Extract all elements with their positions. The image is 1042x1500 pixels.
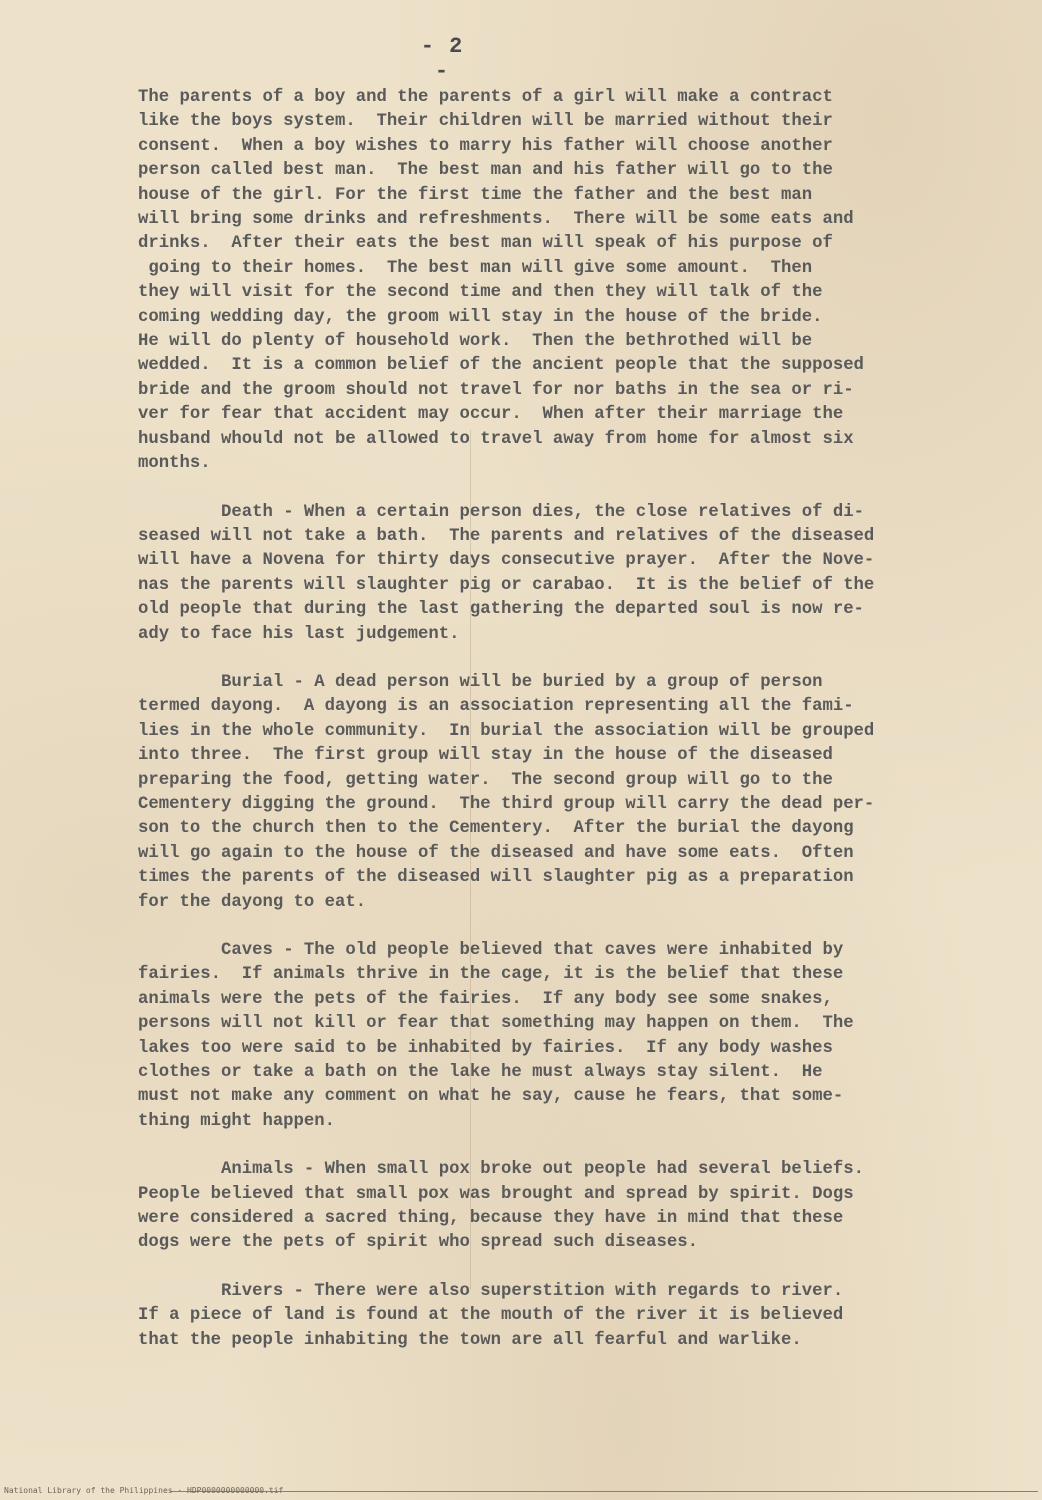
text-line: consent. When a boy wishes to marry his father will choose another (138, 136, 833, 156)
text-line: must not make any comment on what he say, cause he fears, that some- (138, 1087, 844, 1107)
text-line: times the parents of the diseased will slaughter pig as a preparation (138, 868, 854, 888)
text-line: Death - When a certain person dies, the close relatives of di- (138, 502, 864, 522)
footer-rule (170, 1491, 1038, 1492)
text-line: ver for fear that accident may occur. When after their marriage the (138, 405, 844, 425)
text-line: like the boys system. Their children will be married without their (138, 112, 833, 132)
text-line: husband whould not be allowed to travel away from home for almost six (138, 429, 854, 449)
text-line: will bring some drinks and refreshments. There will be some eats and (138, 210, 854, 230)
text-line: bride and the groom should not travel for nor baths in the sea or ri- (138, 380, 854, 400)
text-line: that the people inhabiting the town are all fearful and warlike. (138, 1330, 802, 1350)
text-line: Cementery digging the ground. The third group will carry the dead per- (138, 794, 875, 814)
text-line: house of the girl. For the first time the father and the best man (138, 185, 813, 205)
typewritten-body (138, 86, 988, 1353)
scan-source-footer: National Library of the Philippines · HDP0000000000000.tif (4, 1486, 284, 1495)
text-line: into three. The first group will stay in the house of the diseased (138, 746, 833, 766)
text-line: Burial - A dead person will be buried by a group of person (138, 672, 823, 692)
text-line: were considered a sacred thing, because they have in mind that these (138, 1209, 844, 1229)
text-line: old people that during the last gathering the departed soul is now re- (138, 600, 864, 620)
text-line: Caves - The old people believed that caves were inhabited by (138, 941, 844, 960)
text-line: lies in the whole community. In burial the association will be grouped (138, 721, 875, 741)
text-line: clothes or take a bath on the lake he must always stay silent. He (138, 1063, 823, 1083)
paragraph-rivers (138, 1280, 988, 1353)
text-line: months. (138, 454, 211, 474)
text-line: lakes too were said to be inhabited by fairies. If any body washes (138, 1038, 833, 1058)
paragraph-death (138, 501, 988, 647)
text-line: will have a Novena for thirty days consecutive prayer. After the Nove- (138, 551, 875, 571)
text-line: fairies. If animals thrive in the cage, it is the belief that these (138, 965, 844, 985)
text-line: son to the church then to the Cementery. After the burial the dayong (138, 819, 854, 839)
text-line: If a piece of land is found at the mouth of the river it is believed (138, 1306, 844, 1326)
text-line: they will visit for the second time and then they will talk of the (138, 283, 823, 303)
text-line: coming wedding day, the groom will stay in the house of the bride. (138, 307, 823, 327)
text-line: ady to face his last judgement. (138, 624, 460, 644)
page-number: - 2 - (420, 34, 464, 84)
text-line: for the dayong to eat. (138, 892, 367, 912)
text-line: The parents of a boy and the parents of a girl will make a contract (138, 88, 833, 107)
text-line: preparing the food, getting water. The second group will go to the (138, 770, 833, 790)
text-line: nas the parents will slaughter pig or carabao. It is the belief of the (138, 575, 875, 595)
text-line: thing might happen. (138, 1111, 336, 1131)
text-line: will go again to the house of the diseased and have some eats. Often (138, 843, 854, 863)
text-line: dogs were the pets of spirit who spread such diseases. (138, 1233, 699, 1253)
text-line: persons will not kill or fear that something may happen on them. The (138, 1014, 854, 1034)
text-line: person called best man. The best man and his father will go to the (138, 161, 833, 181)
text-line: Rivers - There were also superstition with regards to river. (138, 1281, 844, 1301)
text-line: seased will not take a bath. The parents and relatives of the diseased (138, 526, 875, 546)
paragraph-burial (138, 671, 988, 915)
text-line: going to their homes. The best man will give some amount. Then (138, 258, 813, 278)
text-line: animals were the pets of the fairies. If any body see some snakes, (138, 989, 833, 1009)
text-line: People believed that small pox was brought and spread by spirit. Dogs (138, 1184, 854, 1204)
text-line: drinks. After their eats the best man will speak of his purpose of (138, 234, 833, 254)
paragraph-animals (138, 1158, 988, 1256)
paragraph-caves (138, 939, 988, 1134)
paragraph-marriage (138, 86, 988, 477)
text-line: termed dayong. A dayong is an association representing all the fami- (138, 697, 854, 717)
text-line: wedded. It is a common belief of the ancient people that the supposed (138, 356, 864, 376)
text-line: He will do plenty of household work. Then the bethrothed will be (138, 332, 813, 352)
text-line: Animals - When small pox broke out people had several beliefs. (138, 1160, 864, 1180)
